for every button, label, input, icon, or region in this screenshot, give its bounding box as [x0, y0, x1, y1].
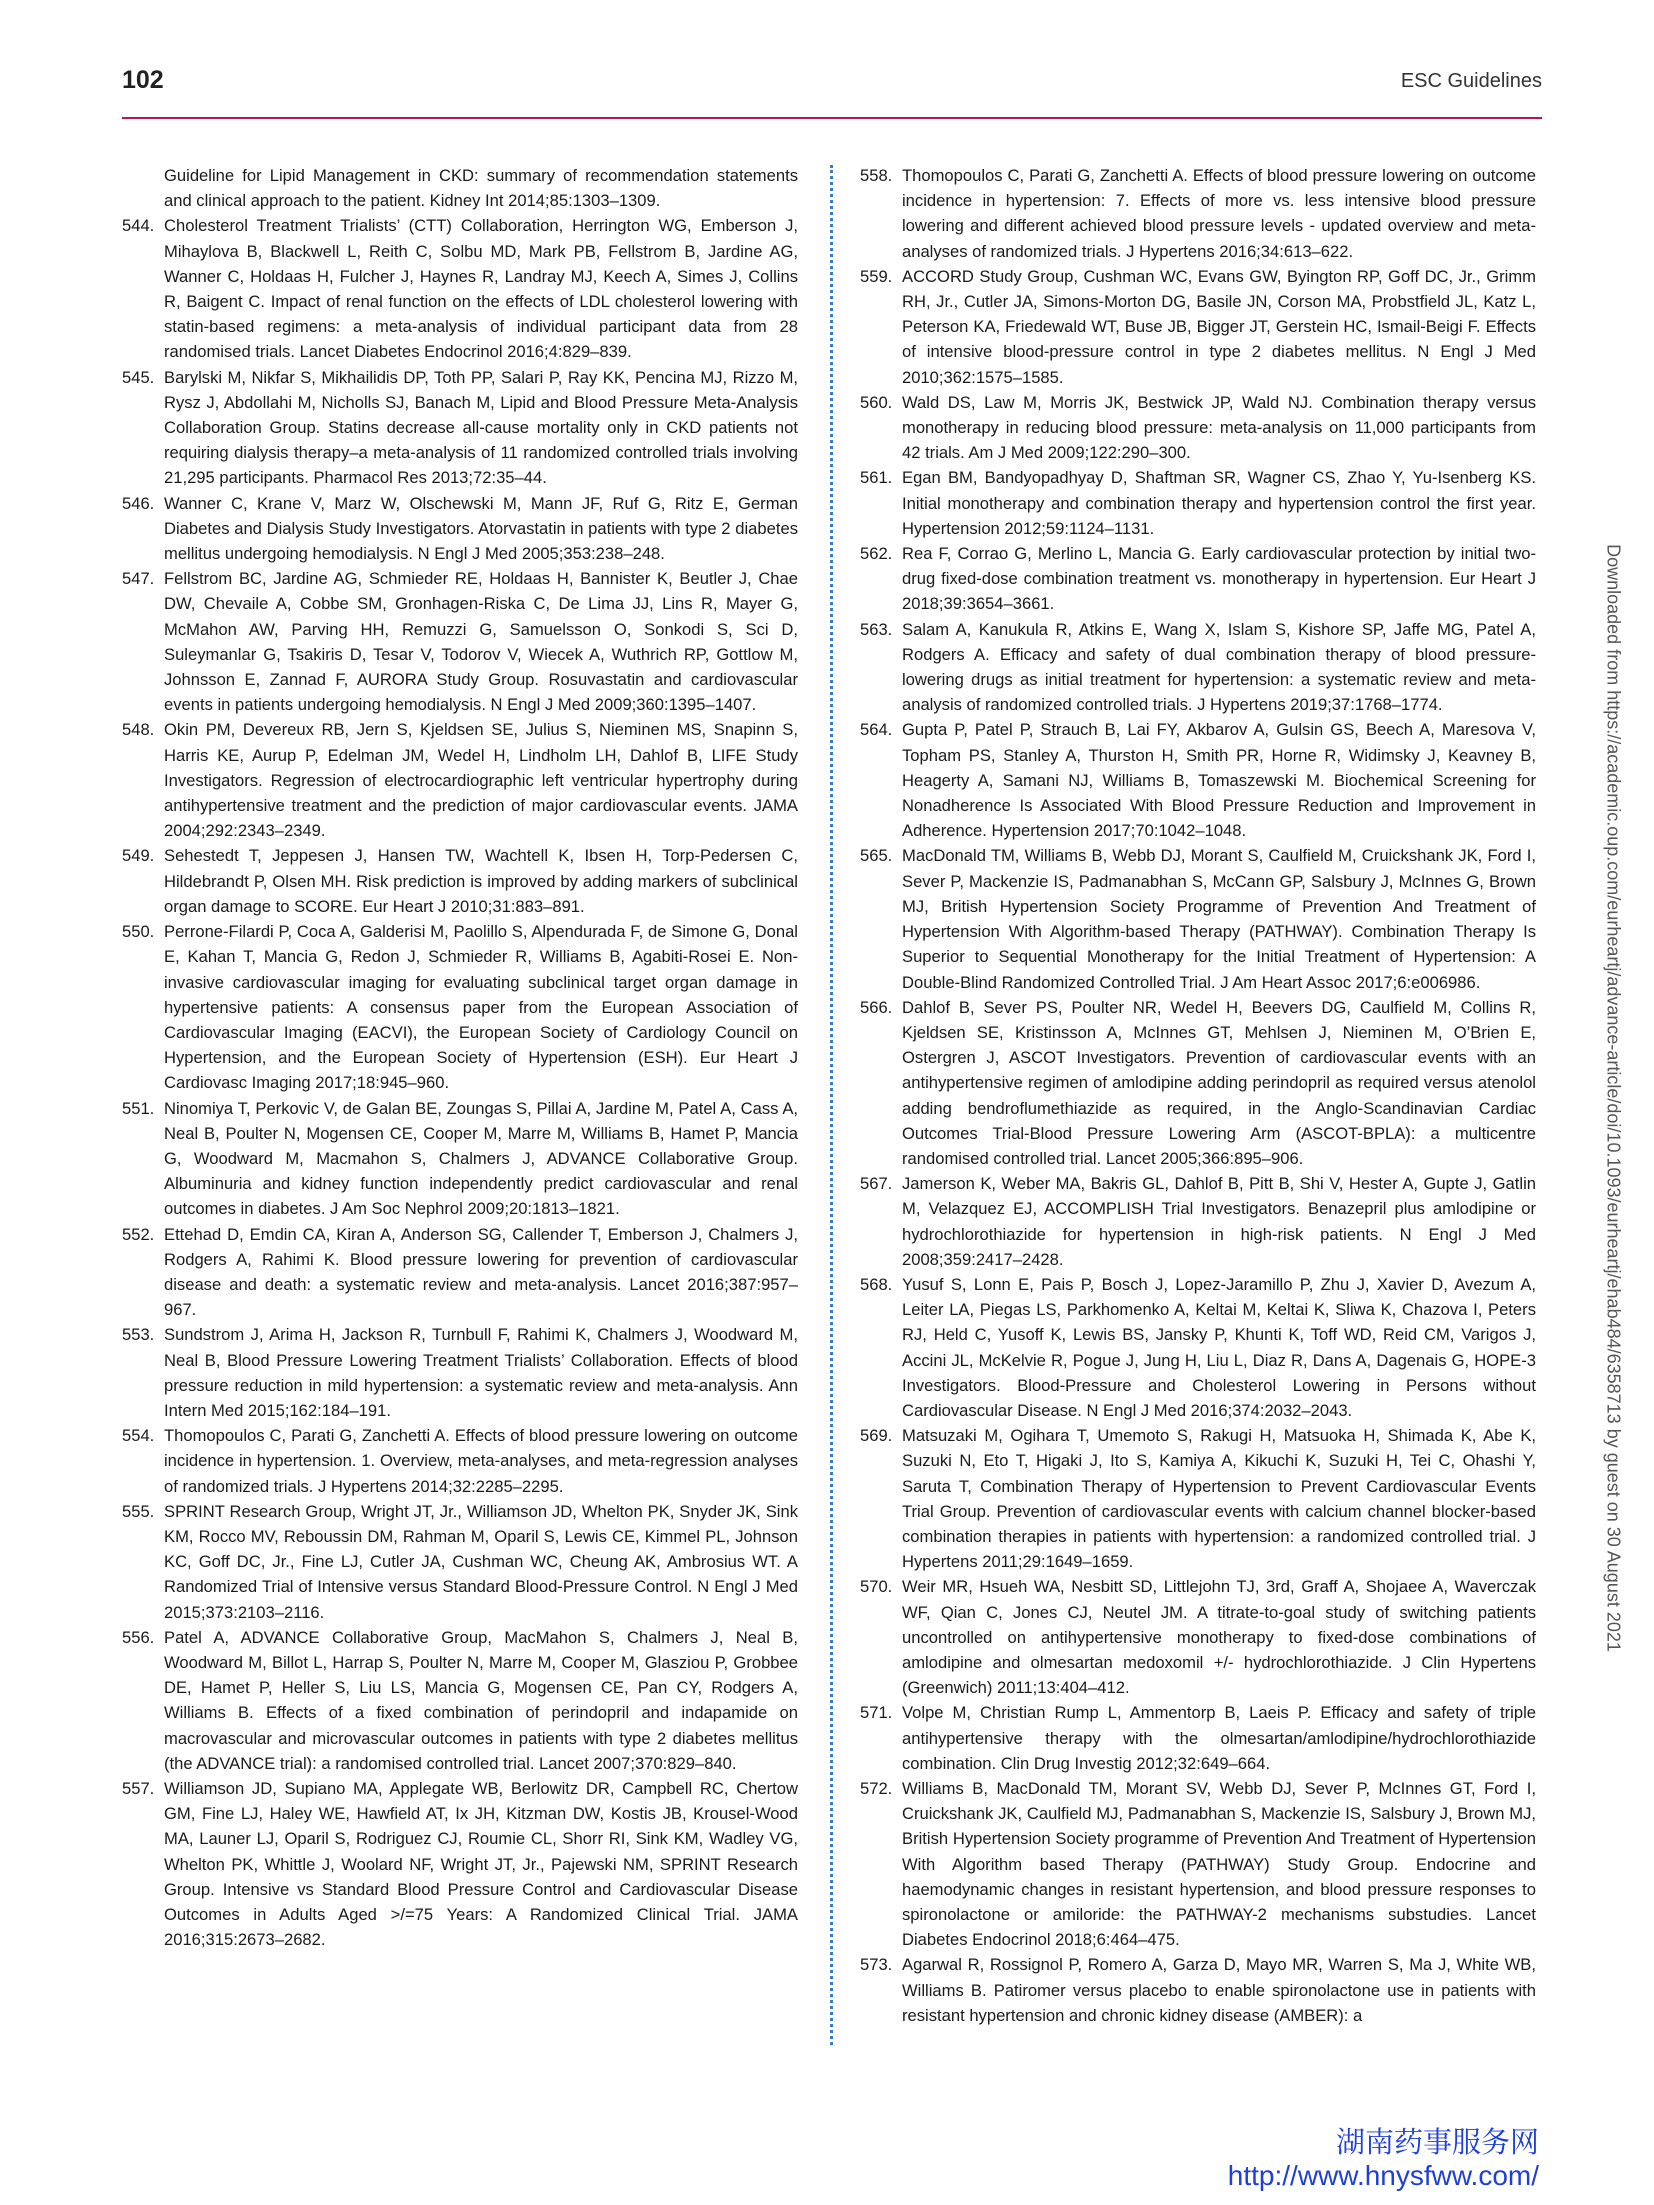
reference-number: 548. — [122, 720, 155, 740]
reference-text: Salam A, Kanukula R, Atkins E, Wang X, Islam S, Kishore SP, Jaffe MG, Patel A, Rodgers A. Efficacy and safety of dual combination therapy of blood pressure-lowering drugs as initial treatment for hypertension: a systematic review and meta-analysis of randomized controlled trials. J Hypertens 2019;37:1768–1774. — [902, 619, 1536, 715]
reference-number: 549. — [122, 846, 155, 866]
reference-entry — [122, 163, 798, 213]
reference-text: Wanner C, Krane V, Marz W, Olschewski M, Mann JF, Ruf G, Ritz E, German Diabetes and Dialysis Study Investigators. Atorvastatin in patients with type 2 diabetes mellitus undergoing hemodialysis. N Engl J Med 2005;353:238–248. — [164, 493, 798, 564]
reference-number: 561. — [860, 468, 893, 488]
reference-number: 554. — [122, 1426, 155, 1446]
reference-entry — [860, 995, 1536, 1171]
reference-number: 557. — [122, 1779, 155, 1798]
reference-text: Ninomiya T, Perkovic V, de Galan BE, Zoungas S, Pillai A, Jardine M, Patel A, Cass A, Neal B, Poulter N, Mogensen CE, Cooper M, Marre M, Williams B, Hamet P, Mancia G, Woodward M, Macmahon S, Chalmers J, ADVANCE Collaborative Group. Albuminuria and kidney function independently predict cardiovascular and renal outcomes in diabetes. J Am Soc Nephrol 2009;20:1813–1821. — [164, 1098, 798, 1219]
reference-entry — [860, 390, 1536, 466]
watermark-url[interactable]: http://www.hnysfww.com/ — [1227, 2160, 1539, 2191]
reference-entry — [860, 717, 1536, 843]
reference-text: Guideline for Lipid Management in CKD: summary of recommendation statements and clinical approach to the patient. Kidney Int 2014;85:1303–1309. — [164, 166, 798, 211]
page-number: 102 — [122, 66, 164, 94]
reference-text: Wald DS, Law M, Morris JK, Bestwick JP, Wald NJ. Combination therapy versus monotherapy in reducing blood pressure: meta-analysis on 11,000 participants from 42 trials. Am J Med 2009;122:290–300. — [902, 392, 1536, 463]
reference-text: Yusuf S, Lonn E, Pais P, Bosch J, Lopez-Jaramillo P, Zhu J, Xavier D, Avezum A, Leiter LA, Piegas LS, Parkhomenko A, Keltai M, Keltai K, Sliwa K, Chazova I, Peters RJ, Held C, Yusoff K, Lewis BS, Jansky P, Khunti K, Toff WD, Reid CM, Varigos J, Accini JL, McKelvie R, Pogue J, Jung H, Liu L, Diaz R, Dans A, Dagenais G, HOPE-3 Investigators. Blood-Pressure and Cholesterol Lowering in Persons without Cardiovascular Disease. N Engl J Med 2016;374:2032–2043. — [902, 1274, 1536, 1420]
reference-entry — [122, 1625, 798, 1776]
reference-entry — [122, 1499, 798, 1625]
reference-text: Sundstrom J, Arima H, Jackson R, Turnbull F, Rahimi K, Chalmers J, Woodward M, Neal B, Blood Pressure Lowering Treatment Trialists’ Collaboration. Effects of blood pressure reduction in mild hypertension: a systematic review and meta-analysis. Ann Intern Med 2015;162:184–191. — [164, 1325, 798, 1420]
reference-text: Barylski M, Nikfar S, Mikhailidis DP, Toth PP, Salari P, Ray KK, Pencina MJ, Rizzo M, Rysz J, Abdollahi M, Nicholls SJ, Banach M, Lipid and Blood Pressure Meta-Analysis Collaboration Group. Statins decrease all-cause mortality only in CKD patients not requiring dialysis therapy–a meta-analysis of 11 randomized controlled trials involving 21,295 participants. Pharmacol Res 2013;72:35–44. — [164, 367, 798, 488]
running-head: ESC Guidelines — [1400, 70, 1542, 92]
reference-number: 571. — [860, 1703, 893, 1723]
reference-number: 573. — [860, 1955, 893, 1975]
reference-number: 559. — [860, 266, 893, 286]
reference-number: 546. — [122, 493, 155, 513]
reference-number: 550. — [122, 922, 155, 942]
reference-text: Thomopoulos C, Parati G, Zanchetti A. Effects of blood pressure lowering on outcome incidence in hypertension: 7. Effects of more vs. less intensive blood pressure lowering and different achieved blood pressure levels - updated overview and meta-analyses of randomized trials. J Hypertens 2016;34:613–622. — [902, 166, 1536, 261]
reference-number: 572. — [860, 1779, 893, 1798]
reference-text: Weir MR, Hsueh WA, Nesbitt SD, Littlejohn TJ, 3rd, Graff A, Shojaee A, Waverczak WF, Qian C, Jones CJ, Neutel JM. A titrate-to-goal study of switching patients uncontrolled on antihypertensive monotherapy to fixed-dose combinations of amlodipine and olmesartan medoxomil +/- hydrochlorothiazide. J Clin Hypertens (Greenwich) 2011;13:404–412. — [902, 1577, 1536, 1698]
reference-entry — [860, 1423, 1536, 1574]
reference-text: Fellstrom BC, Jardine AG, Schmieder RE, Holdaas H, Bannister K, Beutler J, Chae DW, Chevaile A, Cobbe SM, Gronhagen-Riska C, De Lima JJ, Lins R, Mayer G, McMahon AW, Parving HH, Remuzzi G, Samuelsson O, Sonkodi S, Sci D, Suleymanlar G, Tsakiris D, Tesar V, Todorov V, Wiecek A, Wuthrich RP, Gottlow M, Johnsson E, Zannad F, AURORA Study Group. Rosuvastatin and cardiovascular events in patients undergoing hemodialysis. N Engl J Med 2009;360:1395–1407. — [164, 569, 798, 715]
reference-text: Ettehad D, Emdin CA, Kiran A, Anderson SG, Callender T, Emberson J, Chalmers J, Rodgers A, Rahimi K. Blood pressure lowering for prevention of cardiovascular disease and death: a systematic review and meta-analysis. Lancet 2016;387:957–967. — [164, 1224, 798, 1320]
reference-text: Williams B, MacDonald TM, Morant SV, Webb DJ, Sever P, McInnes GT, Ford I, Cruickshank JK, Caulfield MJ, Padmanabhan S, Mackenzie IS, Salsbury J, Brown MJ, British Hypertension Society programme of Prevention And Treatment of Hypertension With Algorithm based Therapy (PATHWAY) Study Group. Endocrine and haemodynamic changes in resistant hypertension, and blood pressure responses to spironolactone or amiloride: the PATHWAY-2 mechanisms substudies. Lancet Diabetes Endocrinol 2018;6:464–475. — [902, 1779, 1536, 1950]
reference-text: Agarwal R, Rossignol P, Romero A, Garza D, Mayo MR, Warren S, Ma J, White WB, Williams B. Patiromer versus placebo to enable spironolactone use in patients with resistant hypertension and chronic kidney disease (AMBER): a — [902, 1955, 1536, 2025]
reference-number: 570. — [860, 1577, 893, 1597]
reference-column-left — [122, 163, 798, 1952]
reference-text: Rea F, Corrao G, Merlino L, Mancia G. Early cardiovascular protection by initial two-drug fixed-dose combination treatment vs. monotherapy in hypertension. Eur Heart J 2018;39:3654–3661. — [902, 544, 1536, 614]
reference-text: Volpe M, Christian Rump L, Ammentorp B, Laeis P. Efficacy and safety of triple antihypertensive therapy with the olmesartan/amlodipine/hydrochlorothiazide combination. Clin Drug Investig 2012;32:649–664. — [902, 1703, 1536, 1773]
reference-number: 566. — [860, 997, 893, 1017]
reference-entry — [122, 491, 798, 567]
reference-text: Egan BM, Bandyopadhyay D, Shaftman SR, Wagner CS, Zhao Y, Yu-Isenberg KS. Initial monotherapy and combination therapy and hypertension control the first year. Hypertension 2012;59:1124–1131. — [902, 468, 1536, 538]
reference-entry — [122, 919, 798, 1095]
reference-text: Okin PM, Devereux RB, Jern S, Kjeldsen SE, Julius S, Nieminen MS, Snapinn S, Harris KE, Aurup P, Edelman JM, Wedel H, Lindholm LH, Dahlof B, LIFE Study Investigators. Regression of electrocardiographic left ventricular hypertrophy during antihypertensive treatment and the prediction of major cardiovascular events. JAMA 2004;292:2343–2349. — [164, 720, 798, 841]
reference-text: SPRINT Research Group, Wright JT, Jr., Williamson JD, Whelton PK, Snyder JK, Sink KM, Rocco MV, Reboussin DM, Rahman M, Oparil S, Lewis CE, Kimmel PL, Johnson KC, Goff DC, Jr., Fine LJ, Cutler JA, Cushman WC, Cheung AK, Ambrosius WT. A Randomized Trial of Intensive versus Standard Blood-Pressure Control. N Engl J Med 2015;373:2103–2116. — [164, 1501, 798, 1622]
reference-text: Matsuzaki M, Ogihara T, Umemoto S, Rakugi H, Matsuoka H, Shimada K, Abe K, Suzuki N, Eto T, Higaki J, Ito S, Kamiya A, Kikuchi K, Suzuki H, Tei C, Ohashi Y, Saruta T, Combination Therapy of Hypertension to Prevent Cardiovascular Events Trial Group. Prevention of cardiovascular events with calcium channel blocker-based combination therapies in patients with hypertension: a randomized controlled trial. J Hypertens 2011;29:1649–1659. — [902, 1426, 1536, 1572]
reference-entry — [860, 1952, 1536, 2028]
reference-number: 567. — [860, 1174, 893, 1194]
reference-text: Perrone-Filardi P, Coca A, Galderisi M, Paolillo S, Alpendurada F, de Simone G, Donal E, Kahan T, Mancia G, Redon J, Schmieder R, Williams B, Agabiti-Rosei E. Non-invasive cardiovascular imaging for evaluating subclinical target organ damage in hypertensive patients: A consensus paper from the European Association of Cardiovascular Imaging (EACVI), the European Society of Cardiology Council on Hypertension, and the European Society of Hypertension (ESH). Eur Heart J Cardiovasc Imaging 2017;18:945–960. — [164, 922, 798, 1093]
reference-text: Dahlof B, Sever PS, Poulter NR, Wedel H, Beevers DG, Caulfield M, Collins R, Kjeldsen SE, Kristinsson A, McInnes GT, Mehlsen J, Nieminen M, O’Brien E, Ostergren J, ASCOT Investigators. Prevention of cardiovascular events with an antihypertensive regimen of amlodipine adding perindopril as required versus atenolol adding bendroflumethiazide as required, in the Anglo-Scandinavian Cardiac Outcomes Trial-Blood Pressure Lowering Arm (ASCOT-BPLA): a multicentre randomised controlled trial. Lancet 2005;366:895–906. — [902, 997, 1536, 1168]
reference-number: 544. — [122, 216, 155, 236]
reference-number: 562. — [860, 544, 893, 564]
reference-text: Patel A, ADVANCE Collaborative Group, MacMahon S, Chalmers J, Neal B, Woodward M, Billot L, Harrap S, Poulter N, Marre M, Cooper M, Glasziou P, Grobbee DE, Hamet P, Heller S, Liu LS, Mancia G, Mogensen CE, Pan CY, Rodgers A, Williams B. Effects of a fixed combination of perindopril and indapamide on macrovascular and microvascular outcomes in patients with type 2 diabetes mellitus (the ADVANCE trial): a randomised controlled trial. Lancet 2007;370:829–840. — [164, 1627, 798, 1773]
header-rule — [122, 117, 1542, 119]
reference-number: 564. — [860, 720, 893, 740]
reference-entry — [860, 465, 1536, 541]
reference-number: 563. — [860, 619, 893, 639]
reference-number: 565. — [860, 846, 893, 866]
reference-entry — [860, 617, 1536, 718]
column-divider — [830, 165, 833, 2045]
reference-number: 553. — [122, 1325, 155, 1345]
reference-entry — [860, 1574, 1536, 1700]
reference-entry — [122, 1776, 798, 1952]
reference-entry — [122, 1222, 798, 1323]
reference-number: 558. — [860, 166, 893, 185]
reference-number: 545. — [122, 367, 155, 387]
reference-entry — [860, 264, 1536, 390]
reference-text: Thomopoulos C, Parati G, Zanchetti A. Effects of blood pressure lowering on outcome incidence in hypertension. 1. Overview, meta-analyses, and meta-regression analyses of randomized trials. J Hypertens 2014;32:2285–2295. — [164, 1426, 798, 1496]
reference-number: 551. — [122, 1098, 155, 1118]
reference-text: Gupta P, Patel P, Strauch B, Lai FY, Akbarov A, Gulsin GS, Beech A, Maresova V, Topham PS, Stanley A, Thurston H, Smith PR, Horne R, Widimsky J, Keavney B, Heagerty A, Samani NJ, Williams B, Tomaszewski M. Biochemical Screening for Nonadherence Is Associated With Blood Pressure Reduction and Improvement in Adherence. Hypertension 2017;70:1042–1048. — [902, 720, 1536, 841]
reference-entry — [122, 365, 798, 491]
reference-entry — [122, 213, 798, 364]
reference-number: 569. — [860, 1426, 893, 1446]
watermark — [1228, 2125, 1539, 2193]
reference-entry — [860, 843, 1536, 994]
reference-text: Jamerson K, Weber MA, Bakris GL, Dahlof B, Pitt B, Shi V, Hester A, Gupte J, Gatlin M, Velazquez EJ, ACCOMPLISH Trial Investigators. Benazepril plus amlodipine or hydrochlorothiazide for hypertension in high-risk patients. N Engl J Med 2008;359:2417–2428. — [902, 1174, 1536, 1269]
reference-entry — [122, 1096, 798, 1222]
reference-entry — [122, 1322, 798, 1423]
reference-number: 556. — [122, 1627, 155, 1647]
reference-number: 560. — [860, 392, 893, 412]
reference-entry — [122, 1423, 798, 1499]
reference-entry — [122, 843, 798, 919]
reference-text: ACCORD Study Group, Cushman WC, Evans GW, Byington RP, Goff DC, Jr., Grimm RH, Jr., Cutler JA, Simons-Morton DG, Basile JN, Corson MA, Probstfield JL, Katz L, Peterson KA, Friedewald WT, Buse JB, Bigger JT, Gerstein HC, Ismail-Beigi F. Effects of intensive blood-pressure control in type 2 diabetes mellitus. N Engl J Med 2010;362:1575–1585. — [902, 266, 1536, 387]
reference-number: 555. — [122, 1501, 155, 1521]
reference-text: Cholesterol Treatment Trialists’ (CTT) Collaboration, Herrington WG, Emberson J, Mihaylova B, Blackwell L, Reith C, Solbu MD, Mark PB, Fellstrom B, Jardine AG, Wanner C, Holdaas H, Fulcher J, Haynes R, Landray MJ, Keech A, Simes J, Collins R, Baigent C. Impact of renal function on the effects of LDL cholesterol lowering with statin-based regimens: a meta-analysis of individual participant data from 28 randomised trials. Lancet Diabetes Endocrinol 2016;4:829–839. — [164, 216, 798, 362]
reference-column-right — [860, 163, 1536, 2028]
reference-entry — [122, 566, 798, 717]
reference-entry — [860, 541, 1536, 617]
watermark-chinese: 湖南药事服务网 — [1335, 2125, 1539, 2159]
reference-number: 568. — [860, 1274, 893, 1294]
reference-entry — [860, 163, 1536, 264]
reference-text: Sehestedt T, Jeppesen J, Hansen TW, Wachtell K, Ibsen H, Torp-Pedersen C, Hildebrandt P, Olsen MH. Risk prediction is improved by adding markers of subclinical organ damage to SCORE. Eur Heart J 2010;31:883–891. — [164, 846, 798, 916]
reference-entry — [122, 717, 798, 843]
reference-entry — [860, 1171, 1536, 1272]
reference-text: MacDonald TM, Williams B, Webb DJ, Morant S, Caulfield M, Cruickshank JK, Ford I, Sever P, Mackenzie IS, Padmanabhan S, McCann GP, Salsbury J, McInnes G, Brown MJ, British Hypertension Society Programme of Prevention And Treatment of Hypertension With Algorithm-based Therapy (PATHWAY). Combination Therapy Is Superior to Sequential Monotherapy for the Initial Treatment of Hypertension: A Double-Blind Randomized Controlled Trial. J Am Heart Assoc 2017;6:e006986. — [902, 846, 1536, 992]
download-notice: Downloaded from https://academic.oup.com/eurheartj/advance-article/doi/10.1093/eurheartj/ehab484/6358713 by guest on 30 August 2021 — [1603, 544, 1624, 1652]
reference-number: 552. — [122, 1224, 155, 1244]
reference-entry — [860, 1700, 1536, 1776]
reference-entry — [860, 1776, 1536, 1952]
reference-number: 547. — [122, 569, 155, 589]
reference-text: Williamson JD, Supiano MA, Applegate WB, Berlowitz DR, Campbell RC, Chertow GM, Fine LJ, Haley WE, Hawfield AT, Ix JH, Kitzman DW, Kostis JB, Krousel-Wood MA, Launer LJ, Oparil S, Rodriguez CJ, Roumie CL, Shorr RI, Sink KM, Wadley VG, Whelton PK, Whittle J, Woolard NF, Wright JT, Jr., Pajewski NM, SPRINT Research Group. Intensive vs Standard Blood Pressure Control and Cardiovascular Disease Outcomes in Adults Aged >/=75 Years: A Randomized Clinical Trial. JAMA 2016;315:2673–2682. — [164, 1779, 798, 1950]
reference-entry — [860, 1272, 1536, 1423]
